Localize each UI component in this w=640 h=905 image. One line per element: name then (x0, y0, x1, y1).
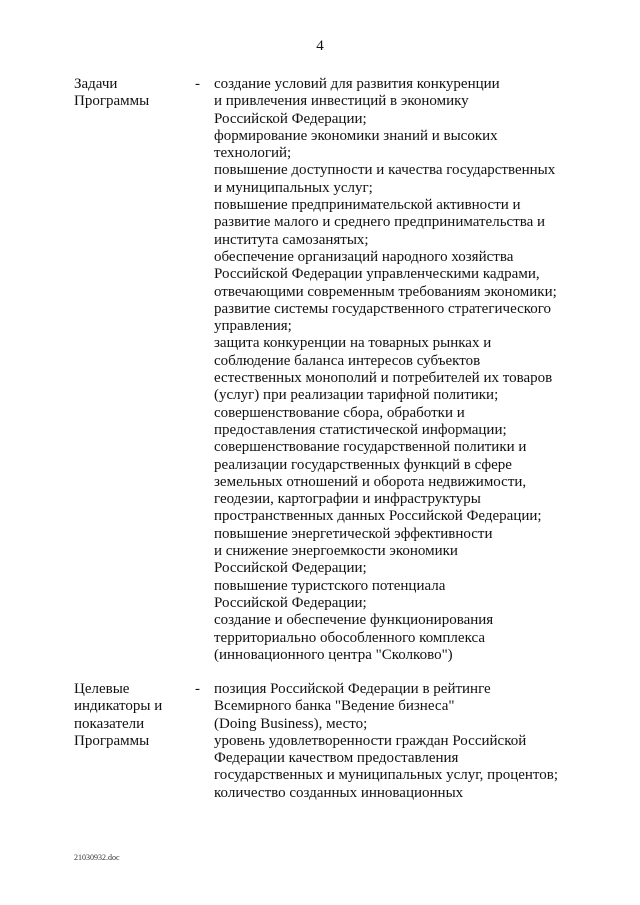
content-line: повышение туристского потенциала (214, 577, 446, 594)
content-line: (услуг) при реализации тарифной политики; (214, 387, 499, 404)
content-line: совершенствование государственной политики и (214, 439, 527, 456)
content-line: предоставления статистической информации; (214, 421, 507, 438)
content-line: и муниципальных услуг; (214, 179, 373, 196)
dash-marker: - (195, 681, 200, 697)
section-content (214, 681, 584, 802)
content-line: количество созданных инновационных (214, 784, 464, 801)
content-line: повышение предпринимательской активности и (214, 197, 521, 214)
content-line: пространственных данных Российской Федерации; (214, 508, 542, 525)
content-line: территориально обособленного комплекса (214, 629, 485, 646)
label-line: показатели (74, 715, 145, 732)
content-line: Российской Федерации; (214, 594, 367, 611)
content-line: защита конкуренции на товарных рынках и (214, 335, 492, 352)
content-line: создание и обеспечение функционирования (214, 612, 494, 629)
content-line: геодезии, картографии и инфраструктуры (214, 491, 481, 508)
content-line: земельных отношений и оборота недвижимости, (214, 473, 527, 490)
section-label (74, 76, 186, 111)
content-line: повышение энергетической эффективности (214, 525, 493, 542)
label-line: Целевые (74, 681, 130, 697)
content-line: создание условий для развития конкуренции (214, 76, 500, 92)
content-line: развитие малого и среднего предпринимательства и (214, 214, 546, 231)
footer-filename: 21030932.doc (74, 853, 120, 862)
content-line: (инновационного центра "Сколково") (214, 646, 453, 663)
page-number: 4 (316, 38, 324, 54)
dash-marker: - (195, 76, 200, 92)
content-line: управления; (214, 318, 292, 335)
label-line: Программы (74, 93, 150, 110)
content-line: и снижение энергоемкости экономики (214, 543, 458, 560)
label-line: Задачи (74, 76, 118, 92)
content-line: естественных монополий и потребителей их товаров (214, 370, 553, 387)
content-line: повышение доступности и качества государственных (214, 162, 556, 179)
section-label (74, 681, 186, 750)
content-line: соблюдение баланса интересов субъектов (214, 352, 481, 369)
section-content (214, 76, 584, 664)
content-line: института самозанятых; (214, 231, 369, 248)
content-line: Российской Федерации; (214, 560, 367, 577)
content-line: развитие системы государственного стратегического (214, 300, 552, 317)
content-line: реализации государственных функций в сфере (214, 456, 512, 473)
content-line: и привлечения инвестиций в экономику (214, 93, 469, 110)
content-line: Российской Федерации управленческими кадрами, (214, 266, 540, 283)
content-line: уровень удовлетворенности граждан Российской (214, 732, 527, 749)
content-line: формирование экономики знаний и высоких (214, 127, 498, 144)
content-line: технологий; (214, 145, 292, 162)
content-line: отвечающими современным требованиям экономики; (214, 283, 557, 300)
content-line: Российской Федерации; (214, 110, 367, 127)
content-line: (Doing Business), место; (214, 715, 368, 732)
content-line: Федерации качеством предоставления (214, 750, 459, 767)
content-line: совершенствование сбора, обработки и (214, 404, 465, 421)
content-line: позиция Российской Федерации в рейтинге (214, 681, 491, 697)
label-line: Программы (74, 732, 150, 749)
content-line: Всемирного банка "Ведение бизнеса" (214, 698, 455, 715)
content-line: государственных и муниципальных услуг, процентов; (214, 767, 559, 784)
label-line: индикаторы и (74, 698, 163, 715)
content-line: обеспечение организаций народного хозяйства (214, 248, 514, 265)
